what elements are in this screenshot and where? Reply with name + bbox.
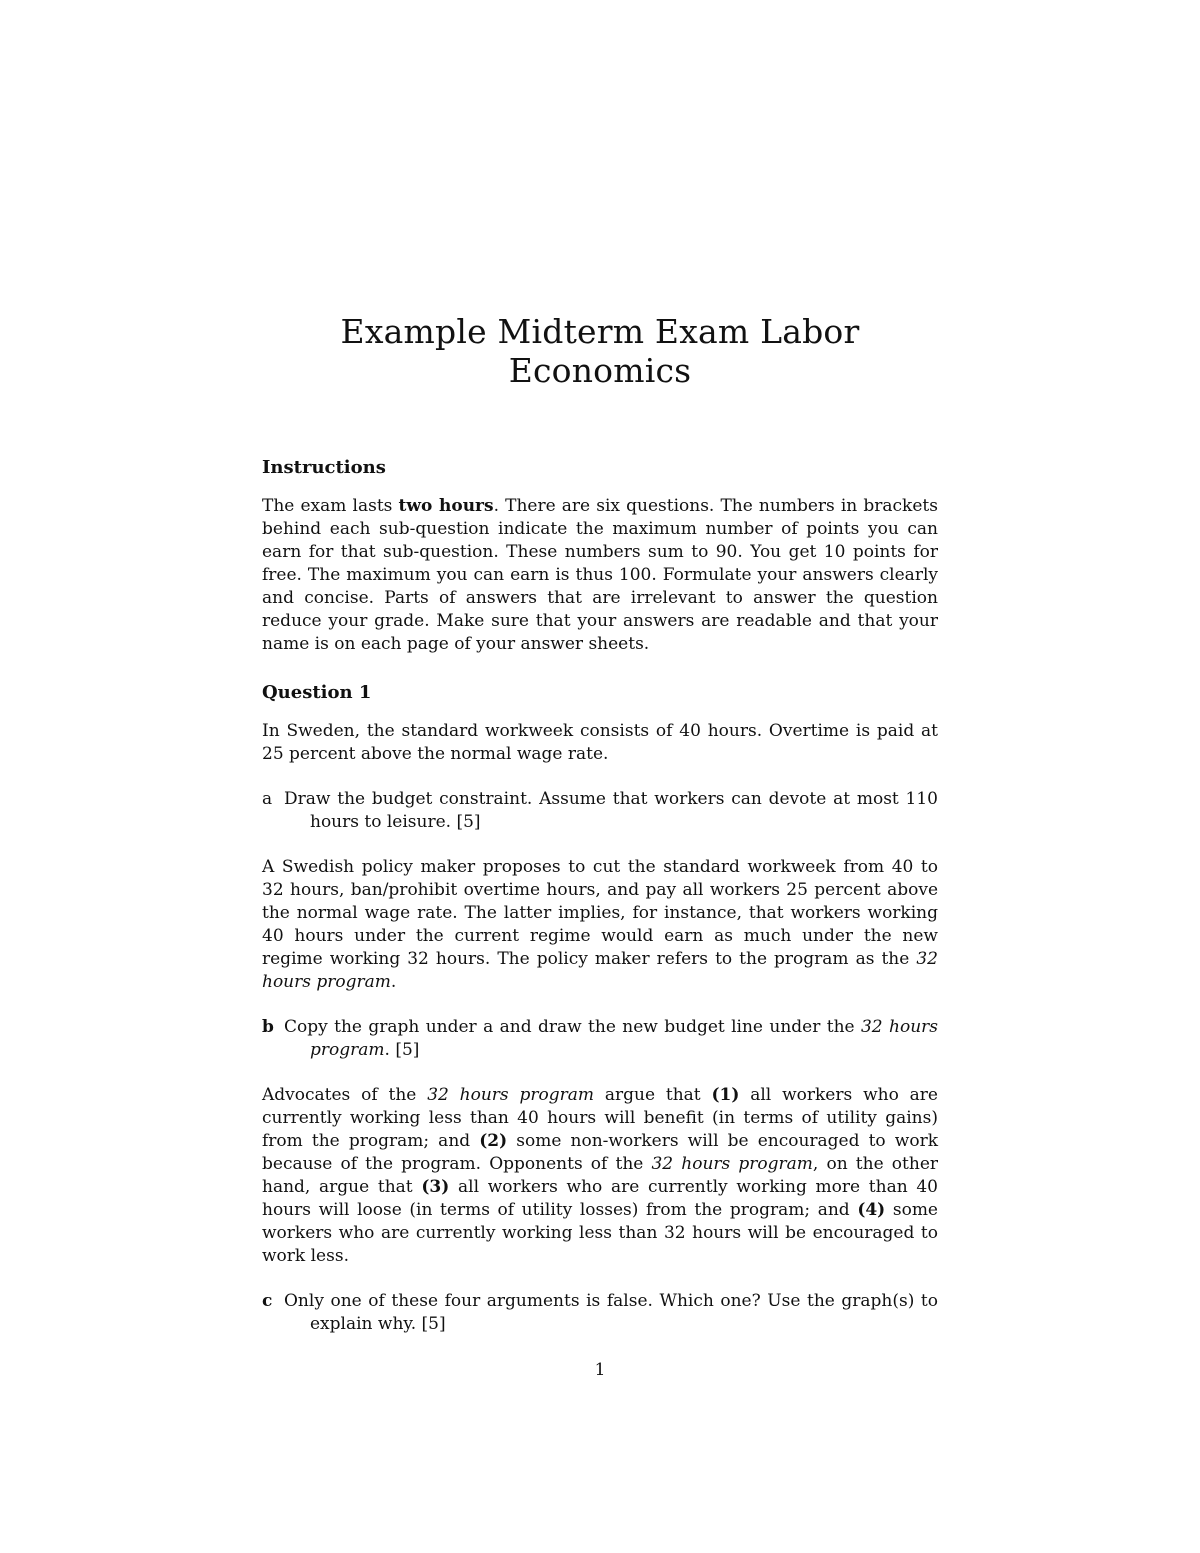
question-1-heading: Question 1 bbox=[262, 682, 372, 703]
subquestion-c-text: Only one of these four arguments is false. Which one? Use the graph(s) to explain why. [5] bbox=[284, 1291, 938, 1334]
page-title: Example Midterm Exam Labor Economics bbox=[340, 312, 860, 390]
subquestion-c bbox=[262, 1290, 938, 1336]
policy-paragraph bbox=[262, 856, 938, 994]
subquestion-a-text: Draw the budget constraint. Assume that workers can devote at most 110 hours to leisure. [5] bbox=[284, 789, 938, 832]
argument-number-1: (1) bbox=[711, 1085, 740, 1105]
subquestion-a bbox=[262, 788, 938, 834]
arguments-text-5: , on the other hand, argue that bbox=[262, 1154, 939, 1197]
arguments-text-4: some non-workers will be encouraged to work because of the program. Opponents of the bbox=[262, 1131, 938, 1174]
arguments-text-7: some workers who are currently working less than 32 hours will be encouraged to work less. bbox=[262, 1200, 938, 1266]
arguments-text-2: argue that bbox=[594, 1085, 712, 1105]
subquestion-b-text-1: Copy the graph under a and draw the new budget line under the bbox=[284, 1017, 861, 1037]
page-number: 1 bbox=[594, 1360, 606, 1380]
instructions-text-1: The exam lasts bbox=[262, 496, 399, 516]
instructions-heading: Instructions bbox=[262, 457, 386, 478]
subquestion-b-text-2: . [5] bbox=[384, 1040, 420, 1060]
subquestion-b-program: 32 hours program bbox=[310, 1017, 938, 1060]
exam-content bbox=[262, 455, 938, 1358]
program-name: 32 hours program bbox=[262, 949, 938, 992]
instructions-paragraph bbox=[262, 495, 938, 656]
arguments-paragraph bbox=[262, 1084, 938, 1268]
subquestion-c-label: c bbox=[262, 1291, 273, 1311]
question-1-intro: In Sweden, the standard workweek consists of 40 hours. Overtime is paid at 25 percent above the normal wage rate. bbox=[262, 721, 938, 764]
instructions-text-2: . There are six questions. The numbers in brackets behind each sub-question indicate the maximum number of points you can earn for that sub-question. These numbers sum to 90. You get 10 points for free. The maximum you can earn is thus 100. Formulate your answers clearly and concise. Parts of answers that are irrelevant to answer the question reduce your grade. Make sure that your answers are readable and that your name is on each page of your answer sheets. bbox=[262, 496, 938, 654]
subquestion-b bbox=[262, 1016, 938, 1062]
policy-text-2: . bbox=[390, 972, 397, 992]
argument-number-2: (2) bbox=[479, 1131, 508, 1151]
argument-number-3: (3) bbox=[421, 1177, 450, 1197]
subquestion-b-label: b bbox=[262, 1017, 274, 1037]
arguments-program-2: 32 hours program bbox=[651, 1154, 813, 1174]
policy-text-1: A Swedish policy maker proposes to cut the standard workweek from 40 to 32 hours, ban/prohibit overtime hours, and pay all workers 25 percent above the normal wage rate. The latter implies, for instance, that workers working 40 hours under the current regime would earn as much under the new regime working 32 hours. The policy maker refers to the program as the bbox=[262, 857, 938, 969]
argument-number-4: (4) bbox=[857, 1200, 886, 1220]
instructions-duration: two hours bbox=[398, 496, 494, 516]
arguments-text-1: Advocates of the bbox=[262, 1085, 428, 1105]
arguments-program-1: 32 hours program bbox=[427, 1085, 595, 1105]
arguments-text-6: all workers who are currently working more than 40 hours will loose (in terms of utility losses) from the program; and bbox=[262, 1177, 938, 1220]
arguments-text-3: all workers who are currently working less than 40 hours will benefit (in terms of utility gains) from the program; and bbox=[262, 1085, 938, 1151]
subquestion-a-label: a bbox=[262, 789, 273, 809]
